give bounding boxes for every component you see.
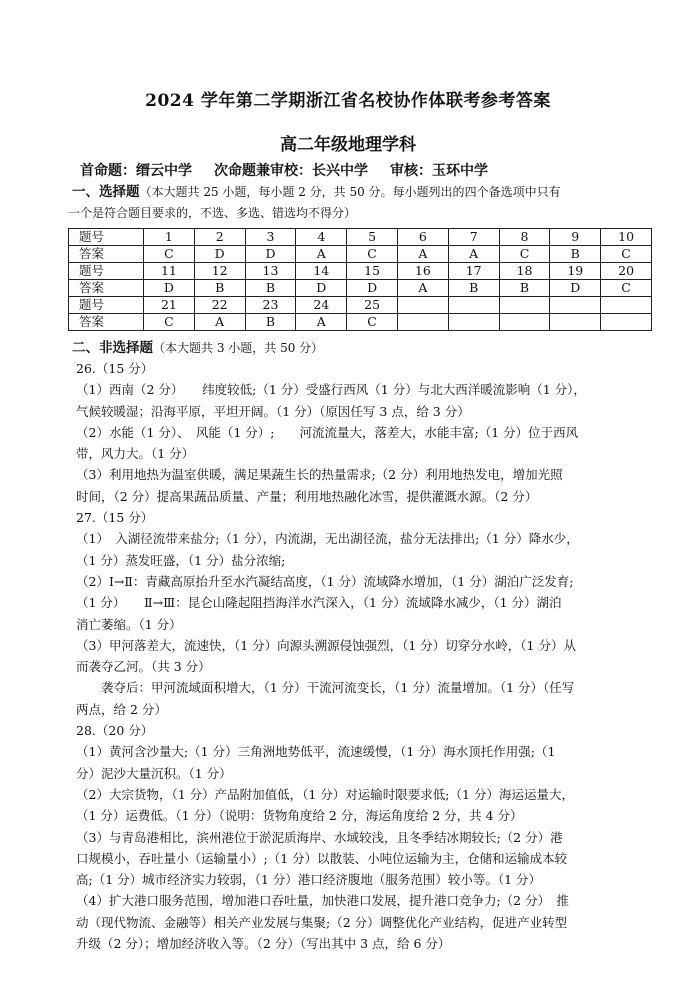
table-row-numbers xyxy=(69,263,652,280)
answer-line: 袭夺后：甲河流域面积增大，（1 分）干流河流变长，（1 分）流量增加。（1 分）（任写 xyxy=(76,680,575,696)
answer-line: （3）甲河落差大，流速快，（1 分）向源头溯源侵蚀强烈，（1 分）切穿分水岭，（1 分）从 xyxy=(76,637,576,653)
answer-line: （1 分）蒸发旺盛，（1 分）盐分浓缩; xyxy=(76,552,286,568)
row-label-answer: 答案 xyxy=(69,280,144,297)
table-row-numbers xyxy=(69,297,652,314)
answer-line: 升级（2 分）；增加经济收入等。（2 分）（写出其中 3 点，给 6 分） xyxy=(76,936,451,952)
row-label-answer: 答案 xyxy=(69,246,144,263)
answer-line: 而袭夺乙河。（共 3 分） xyxy=(76,659,211,675)
answer-cell: B xyxy=(245,314,296,331)
question-number-cell xyxy=(601,297,652,314)
section-2-heading-block xyxy=(72,337,662,359)
question-number-cell: 13 xyxy=(245,263,296,280)
answer-cell xyxy=(397,314,448,331)
question-number-cell: 17 xyxy=(448,263,499,280)
answer-line: 动（现代物流、金融等）相关产业发展与集聚;（2 分）调整优化产业结构，促进产业转型 xyxy=(76,914,568,930)
answer-cell: C xyxy=(601,280,652,297)
answer-cell: A xyxy=(296,314,347,331)
answer-line: （3）与青岛港相比，滨州港位于淤泥质海岸、水域较浅，且冬季结冰期较长;（2 分）港 xyxy=(76,829,563,845)
answer-cell: A xyxy=(448,246,499,263)
answer-line: （3）利用地热为温室供暖，满足果蔬生长的热量需求;（2 分）利用地热发电，增加光照 xyxy=(76,467,563,483)
answer-cell: C xyxy=(144,246,195,263)
answer-cell: A xyxy=(397,246,448,263)
answer-line: 两点，给 2 分） xyxy=(76,701,167,717)
question-number-cell: 9 xyxy=(550,229,601,246)
question-number-cell: 8 xyxy=(499,229,550,246)
answer-line: （1 分）运费低。（1 分）（说明：货物角度给 2 分，海运角度给 2 分，共 4 分） xyxy=(76,808,523,824)
answer-line: 时间，（2 分）提高果蔬品质量、产量；利用地热融化冰雪，提供灌溉水源。（2 分） xyxy=(76,488,538,504)
question-number-cell: 15 xyxy=(347,263,398,280)
question-number-cell: 4 xyxy=(296,229,347,246)
answer-cell xyxy=(550,314,601,331)
answer-cell xyxy=(499,314,550,331)
answer-line: （1）西南（2 分） 纬度较低;（1 分）受盛行西风（1 分）与北大西洋暖流影响（1 分）， xyxy=(76,382,586,398)
question-number-cell: 1 xyxy=(144,229,195,246)
row-label-number: 题号 xyxy=(69,297,144,314)
question-number-cell: 10 xyxy=(601,229,652,246)
answer-line: 带，风力大。（1 分） xyxy=(76,446,195,462)
answer-line: 气候较暖湿；沿海平原，平坦开阔。（1 分）（原因任写 3 点，给 3 分） xyxy=(76,403,470,419)
question-number-cell xyxy=(448,297,499,314)
row-label-number: 题号 xyxy=(69,229,144,246)
question-number-cell: 6 xyxy=(397,229,448,246)
answer-line: 高;（1 分）城市经济实力较弱，（1 分）港口经济腹地（服务范围）较小等。（1 分） xyxy=(76,872,541,888)
answer-line: 28.（20 分） xyxy=(76,723,154,739)
answer-cell: D xyxy=(296,280,347,297)
table-row-answers xyxy=(69,314,652,331)
question-number-cell: 22 xyxy=(194,297,245,314)
question-number-cell: 7 xyxy=(448,229,499,246)
table-row-answers xyxy=(69,280,652,297)
question-number-cell: 14 xyxy=(296,263,347,280)
answer-cell: D xyxy=(144,280,195,297)
answer-line: （1） 入湖径流带来盐分;（1 分），内流湖，无出湖径流，盐分无法排出;（1 分）降水少， xyxy=(76,531,579,547)
answer-cell: B xyxy=(194,280,245,297)
answer-line: 27.（15 分） xyxy=(76,510,154,526)
answer-line: 消亡萎缩。（1 分） xyxy=(76,616,182,632)
question-number-cell xyxy=(397,297,448,314)
answer-cell: A xyxy=(296,246,347,263)
section-1-heading-block xyxy=(68,181,662,224)
question-number-cell: 23 xyxy=(245,297,296,314)
answer-cell: C xyxy=(347,314,398,331)
answer-cell: D xyxy=(194,246,245,263)
section-1-note-2: 一个是符合题目要求的，不选、多选、错选均不得分） xyxy=(68,206,357,220)
question-number-cell: 19 xyxy=(550,263,601,280)
question-number-cell: 25 xyxy=(347,297,398,314)
author-review: 审核：玉环中学 xyxy=(390,163,488,179)
answer-line: （2）水能（1 分）、 风能（1 分）; 河流流量大，落差大，水能丰富;（1 分）位于西风 xyxy=(76,424,579,440)
table-row-answers xyxy=(69,246,652,263)
question-number-cell: 11 xyxy=(144,263,195,280)
answer-line: 口规模小，吞吐量小（运输量小）;（1 分）以散装、小吨位运输为主，仓储和运输成本较 xyxy=(76,850,568,866)
row-label-answer: 答案 xyxy=(69,314,144,331)
answer-line: （2）大宗货物，（1 分）产品附加值低，（1 分）对运输时限要求低;（1 分）海运运量大， xyxy=(76,786,574,802)
answer-line: （2）Ⅰ→Ⅱ：青藏高原抬升至水汽凝结高度，（1 分）流域降水增加，（1 分）湖泊广泛发育; xyxy=(76,573,574,589)
question-number-cell: 24 xyxy=(296,297,347,314)
answer-cell: B xyxy=(499,280,550,297)
answer-line: 26.（15 分） xyxy=(76,361,154,376)
document-title: 2024 学年第二学期浙江省名校协作体联考参考答案 xyxy=(145,91,551,111)
table-row-numbers xyxy=(69,229,652,246)
answer-cell: B xyxy=(245,280,296,297)
question-number-cell: 5 xyxy=(347,229,398,246)
answer-cell: A xyxy=(397,280,448,297)
question-number-cell: 21 xyxy=(144,297,195,314)
question-number-cell xyxy=(499,297,550,314)
section-1-note: （本大题共 25 小题，每小题 2 分，共 50 分。每小题列出的四个备选项中只有 xyxy=(139,185,561,199)
answer-cell: C xyxy=(347,246,398,263)
author-first: 首命题：缙云中学 xyxy=(80,163,192,179)
section-1-heading: 一、选择题 xyxy=(72,184,140,200)
answer-cell: D xyxy=(347,280,398,297)
question-number-cell: 18 xyxy=(499,263,550,280)
answer-cell: A xyxy=(194,314,245,331)
question-number-cell: 16 xyxy=(397,263,448,280)
author-line xyxy=(80,160,680,180)
answer-cell: C xyxy=(144,314,195,331)
row-label-number: 题号 xyxy=(69,263,144,280)
answer-cell: D xyxy=(550,280,601,297)
section-2-heading: 二、非选择题 xyxy=(72,340,153,356)
question-number-cell xyxy=(550,297,601,314)
document-subtitle: 高二年级地理学科 xyxy=(280,135,416,155)
author-second: 次命题兼审校：长兴中学 xyxy=(214,163,368,179)
answer-table xyxy=(68,228,652,331)
answer-cell: D xyxy=(245,246,296,263)
answer-cell xyxy=(448,314,499,331)
answer-cell xyxy=(601,314,652,331)
answer-cell: C xyxy=(601,246,652,263)
answer-body xyxy=(76,358,660,954)
question-number-cell: 20 xyxy=(601,263,652,280)
answer-line: （1）黄河含沙量大;（1 分）三角洲地势低平，流速缓慢，（1 分）海水顶托作用强;（1 xyxy=(76,744,556,760)
answer-cell: B xyxy=(550,246,601,263)
answer-cell: B xyxy=(448,280,499,297)
answer-cell: C xyxy=(499,246,550,263)
answer-line: 分）泥沙大量沉积。（1 分） xyxy=(76,765,232,781)
question-number-cell: 2 xyxy=(194,229,245,246)
answer-line: （1 分） Ⅱ→Ⅲ：昆仑山隆起阻挡海洋水汽深入，（1 分）流域降水减少，（1 分）湖泊 xyxy=(76,595,562,611)
question-number-cell: 3 xyxy=(245,229,296,246)
question-number-cell: 12 xyxy=(194,263,245,280)
answer-line: （4）扩大港口服务范围，增加港口吞吐量，加快港口发展，提升港口竞争力;（2 分） 推 xyxy=(76,893,569,909)
section-2-note: （本大题共 3 小题，共 50 分） xyxy=(153,341,324,355)
